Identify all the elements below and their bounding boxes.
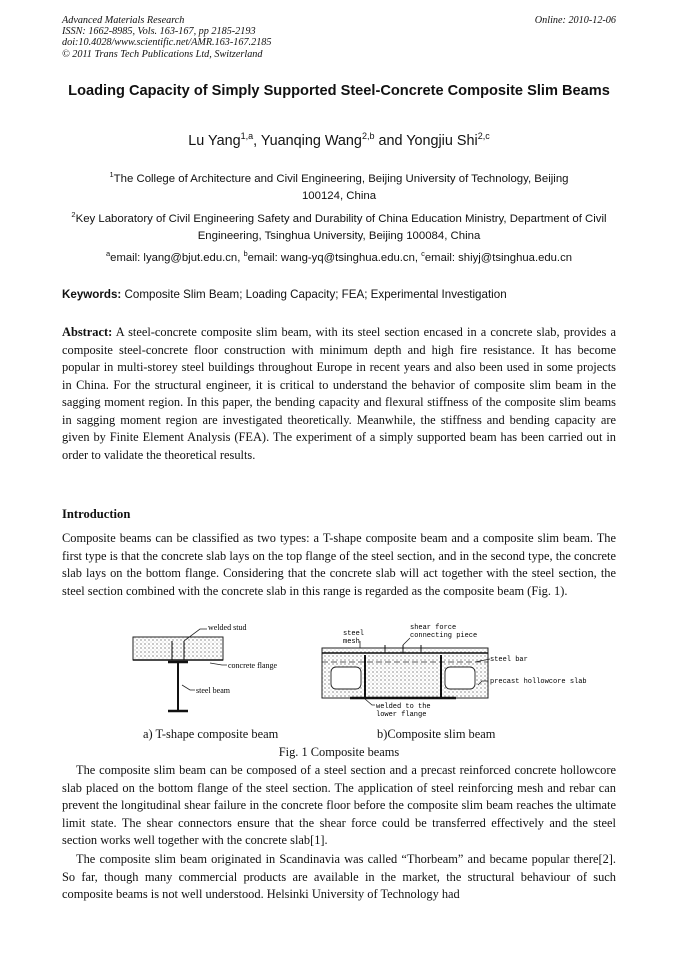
email-sup: c bbox=[421, 249, 425, 258]
label-steel-bar: steel bar bbox=[490, 656, 528, 664]
email-link[interactable]: email: wang-yq@tsinghua.edu.cn bbox=[247, 251, 415, 264]
leader-shear bbox=[403, 638, 410, 645]
author-separator: and bbox=[374, 132, 407, 149]
label-concrete-flange: concrete flange bbox=[228, 661, 278, 670]
journal-header bbox=[62, 15, 271, 60]
intro-paragraph-1: Composite beams can be classified as two types: a T-shape composite beam and a composite slim beam. The first type is that the concrete slab lays on the top flange of the steel section, and in the second type, the concrete slab lays on the bottom flange. Considering that the concrete slab will act together with the steel section, the steel section combined with the concrete slab in this range is regarded as the composite beam (Fig. 1). bbox=[62, 531, 616, 598]
intro-paragraph-2: The composite slim beam can be composed of a steel section and a precast reinforced concrete hollowcore slab placed on the bottom flange of the steel section. The application of steel reinforcing mesh and rebar can prevent the longitudinal shear failure in the concrete floor before the composite slim beam reaches the ultimate limit state. The shear connectors ensure that the shear force could be transferred effectively and the steel section works well together with the concrete slab[1]. bbox=[62, 763, 616, 847]
online-date: Online: 2010-12-06 bbox=[534, 15, 616, 26]
figure-caption-b: b)Composite slim beam bbox=[377, 727, 496, 741]
affiliation-text: The College of Architecture and Civil Engineering, Beijing University of Technology, Beijing 100124, China bbox=[113, 172, 569, 202]
abstract-text: A steel-concrete composite slim beam, with its steel section encased in a concrete slab, provides a composite steel-concrete floor construction with minimum depth and high fire resistance. It has become popular in multi-storey steel buildings throughout Europe in recent years and also been used in some projects in China. For the structural engineer, it is critical to understand the behavior of composite slim beam in the sagging moment region. In this paper, the bending capacity and flexural stiffness of the composite slim beams in sagging moment region are investigated theoretically. Meanwhile, the stiffness and bending capacity are given by Finite Element Analysis (FEA). The experiment of a simply supported beam has been carried out in order to validate the theoretical results. bbox=[62, 325, 616, 462]
email-sup: b bbox=[243, 249, 248, 258]
label-precast-slab: precast hollowcore slab bbox=[490, 678, 587, 686]
hollow-core-left bbox=[331, 667, 361, 689]
affiliation-1 bbox=[62, 166, 616, 205]
label-welded-stud: welded stud bbox=[208, 623, 247, 632]
author-name: Yongjiu Shi bbox=[406, 132, 478, 149]
author-sup: 2,c bbox=[477, 131, 490, 141]
label-shear-force: shear force bbox=[410, 624, 457, 632]
leader-flange bbox=[210, 663, 227, 665]
affiliation-text: Key Laboratory of Civil Engineering Safety and Durability of China Education Ministry, Department of Civil Engineering, Tsinghua University, Beijing 100084, China bbox=[75, 212, 607, 242]
author-name: Yuanqing Wang bbox=[260, 132, 362, 149]
figure-caption-a: a) T-shape composite beam bbox=[143, 727, 279, 741]
leader-weld bbox=[365, 699, 375, 705]
label-steel-beam: steel beam bbox=[196, 686, 230, 695]
author-sup: 1,a bbox=[240, 131, 254, 141]
copyright-line: © 2011 Trans Tech Publications Ltd, Switzerland bbox=[62, 48, 263, 60]
keywords bbox=[62, 288, 616, 301]
issn-line: ISSN: 1662-8985, Vols. 163-167, pp 2185-2193 bbox=[62, 26, 256, 38]
keywords-text: Composite Slim Beam; Loading Capacity; FEA; Experimental Investigation bbox=[124, 288, 507, 301]
affiliation-sup: 2 bbox=[71, 210, 76, 219]
abstract-label: Abstract: bbox=[62, 325, 113, 339]
slim-beam-drawing bbox=[322, 624, 587, 719]
email-separator: , bbox=[414, 251, 422, 264]
email-link[interactable]: email: lyang@bjut.edu.cn bbox=[110, 251, 238, 264]
affiliation-2 bbox=[62, 206, 616, 245]
author-sup: 2,b bbox=[361, 131, 375, 141]
email-separator: , bbox=[237, 251, 244, 264]
label-connecting-piece: connecting piece bbox=[410, 632, 478, 640]
figure-title: Fig. 1 Composite beams bbox=[278, 745, 400, 759]
label-lower-flange: lower flange bbox=[376, 711, 427, 719]
keywords-label: Keywords: bbox=[62, 288, 122, 301]
email-sup: a bbox=[105, 249, 111, 258]
email-link[interactable]: email: shiyj@tsinghua.edu.cn bbox=[424, 251, 572, 264]
doi-line: doi:10.4028/www.scientific.net/AMR.163-167.2185 bbox=[62, 37, 272, 49]
author-separator: , bbox=[253, 132, 261, 149]
label-mesh: mesh bbox=[343, 638, 360, 646]
abstract bbox=[62, 324, 616, 464]
t-shape-beam-drawing bbox=[133, 623, 278, 711]
section-heading-introduction: Introduction bbox=[62, 507, 131, 521]
leader-beam bbox=[182, 685, 195, 690]
affiliation-sup: 1 bbox=[109, 170, 114, 179]
author-name: Lu Yang bbox=[188, 132, 241, 149]
journal-name: Advanced Materials Research bbox=[62, 15, 185, 26]
figure-composite-beams bbox=[0, 615, 678, 725]
concrete-flange-slab bbox=[133, 637, 223, 660]
intro-paragraph-3: The composite slim beam originated in Scandinavia was called “Thorbeam” and became popular there[2]. So far, though many commercial products are available in the market, the structural behaviour of such composite beams is not well understood. Helsinki University of Technology had bbox=[62, 852, 616, 901]
label-welded-to: welded to the bbox=[376, 703, 431, 711]
email-list bbox=[62, 249, 616, 264]
label-steel: steel bbox=[343, 630, 365, 638]
paper-title: Loading Capacity of Simply Supported Steel-Concrete Composite Slim Beams bbox=[68, 83, 610, 99]
author-list bbox=[62, 131, 616, 149]
hollow-core-right bbox=[445, 667, 475, 689]
